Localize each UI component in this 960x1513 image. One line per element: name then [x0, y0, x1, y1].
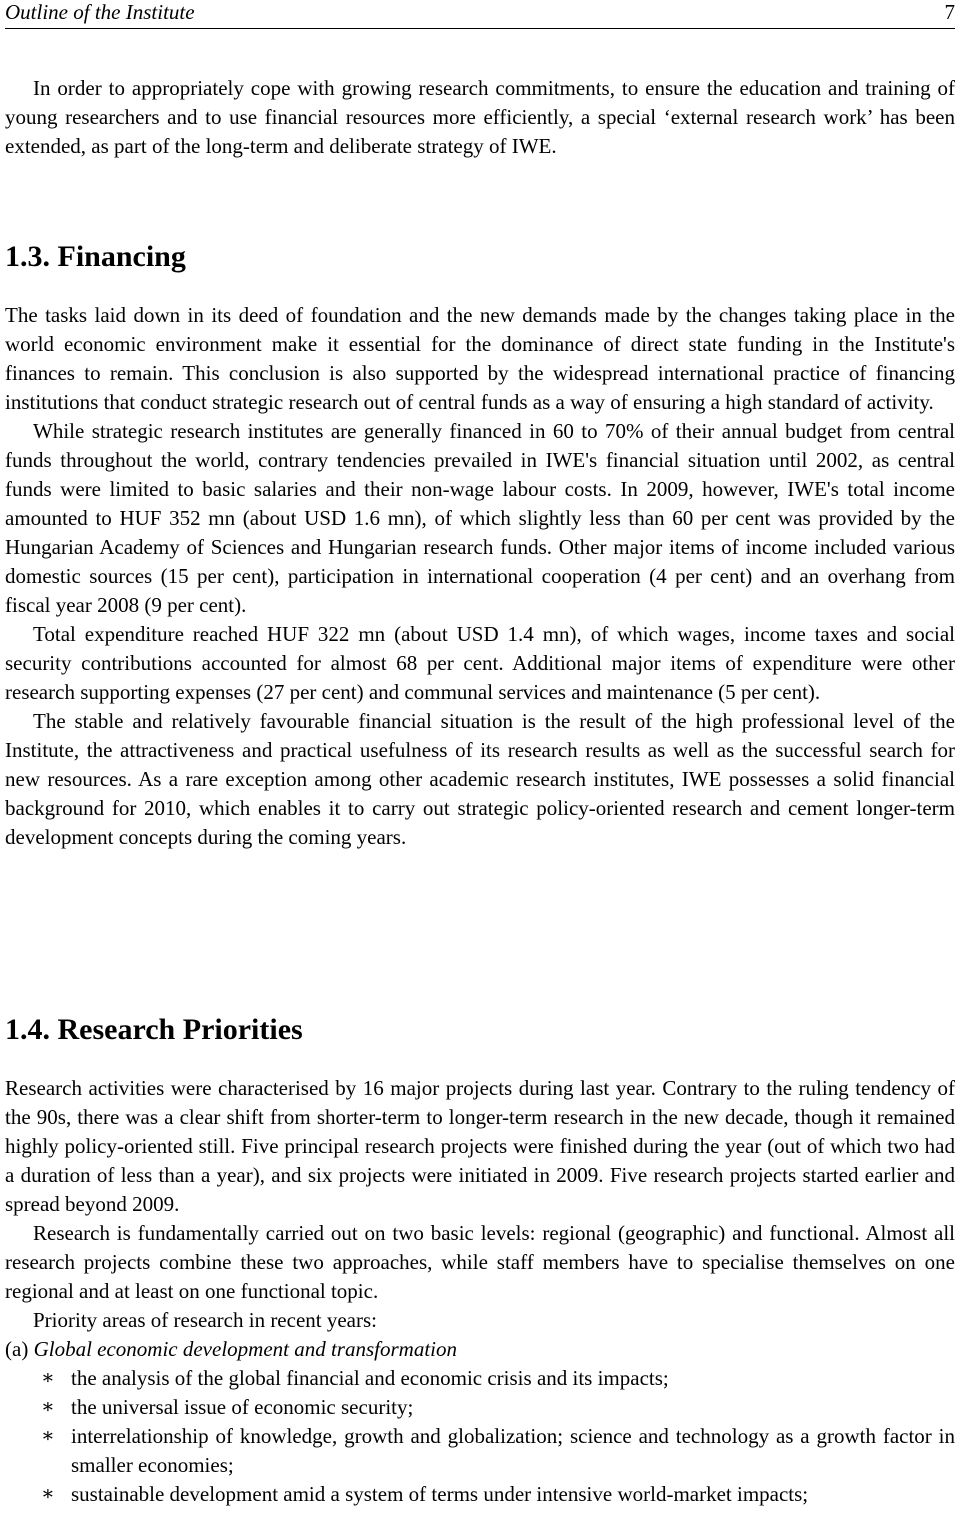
list-item: [5, 1422, 955, 1480]
priority-area-title: Global economic development and transformation: [33, 1337, 457, 1361]
financing-paragraph: Total expenditure reached HUF 322 mn (about USD 1.4 mn), of which wages, income taxes and social security contributions accounted for almost 68 per cent. Additional major items of expenditure were other research supporting expenses (27 per cent) and communal services and maintenance (5 per cent).: [5, 622, 955, 704]
page-number: 7: [944, 0, 955, 24]
priority-area-a-list: [5, 1364, 955, 1509]
priorities-heading: 1.4. Research Priorities: [5, 1013, 303, 1046]
priority-area-label: (a): [5, 1337, 29, 1361]
list-item-text: interrelationship of knowledge, growth and globalization; science and technology as a growth factor in smaller economies;: [71, 1424, 955, 1477]
financing-paragraph: The tasks laid down in its deed of foundation and the new demands made by the changes taking place in the world economic environment make it essential for the dominance of direct state funding in the Institute's finances to remain. This conclusion is also supported by the widespread international practice of financing institutions that conduct strategic research out of central funds as a way of ensuring a high standard of activity.: [5, 303, 955, 414]
financing-paragraph: While strategic research institutes are generally financed in 60 to 70% of their annual budget from central funds throughout the world, contrary tendencies prevailed in IWE's financial situation until 2002, as central funds were limited to basic salaries and their non-wage labour costs. In 2009, however, IWE's total income amounted to HUF 352 mn (about USD 1.6 mn), of which slightly less than 60 per cent was provided by the Hungarian Academy of Sciences and Hungarian research funds. Other major items of income included various domestic sources (15 per cent), participation in international cooperation (4 per cent) and an overhang from fiscal year 2008 (9 per cent).: [5, 419, 955, 617]
list-item-text: the universal issue of economic security;: [71, 1395, 414, 1419]
priorities-intro: Priority areas of research in recent years:: [33, 1308, 377, 1332]
page-header: [5, 0, 955, 29]
list-item: [5, 1393, 955, 1422]
priority-area-a: [5, 1335, 955, 1364]
priorities-section: [5, 1074, 955, 1509]
list-item: [5, 1480, 955, 1509]
asterisk-bullet-icon: ∗: [41, 1396, 55, 1418]
intro-paragraph: In order to appropriately cope with growing research commitments, to ensure the education and training of young researchers and to use financial resources more efficiently, a special ‘external research work’ has been extended, as part of the long-term and deliberate strategy of IWE.: [5, 76, 955, 158]
asterisk-bullet-icon: ∗: [41, 1367, 55, 1389]
asterisk-bullet-icon: ∗: [41, 1425, 55, 1447]
asterisk-bullet-icon: ∗: [41, 1483, 55, 1505]
financing-section: [5, 301, 955, 852]
financing-paragraph: The stable and relatively favourable financial situation is the result of the high professional level of the Institute, the attractiveness and practical usefulness of its research results as well as the successful search for new resources. As a rare exception among other academic research institutes, IWE possesses a solid financial background for 2010, which enables it to carry out strategic policy-oriented research and cement longer-term development concepts during the coming years.: [5, 709, 955, 849]
financing-heading: 1.3. Financing: [5, 240, 186, 273]
list-item-text: the analysis of the global financial and economic crisis and its impacts;: [71, 1366, 669, 1390]
running-title: Outline of the Institute: [5, 0, 195, 24]
list-item: [5, 1364, 955, 1393]
priorities-paragraph: Research is fundamentally carried out on two basic levels: regional (geographic) and functional. Almost all research projects combine these two approaches, while staff members have to specialise themselves on one regional and at least on one functional topic.: [5, 1221, 955, 1303]
priorities-paragraph: Research activities were characterised by 16 major projects during last year. Contrary to the ruling tendency of the 90s, there was a clear shift from shorter-term to longer-term research in the new decade, though it remained highly policy-oriented still. Five principal research projects were finished during the year (out of which two had a duration of less than a year), and six projects were initiated in 2009. Five research projects started earlier and spread beyond 2009.: [5, 1076, 955, 1216]
intro-section: [5, 74, 955, 161]
list-item-text: sustainable development amid a system of terms under intensive world-market impacts;: [71, 1482, 809, 1506]
